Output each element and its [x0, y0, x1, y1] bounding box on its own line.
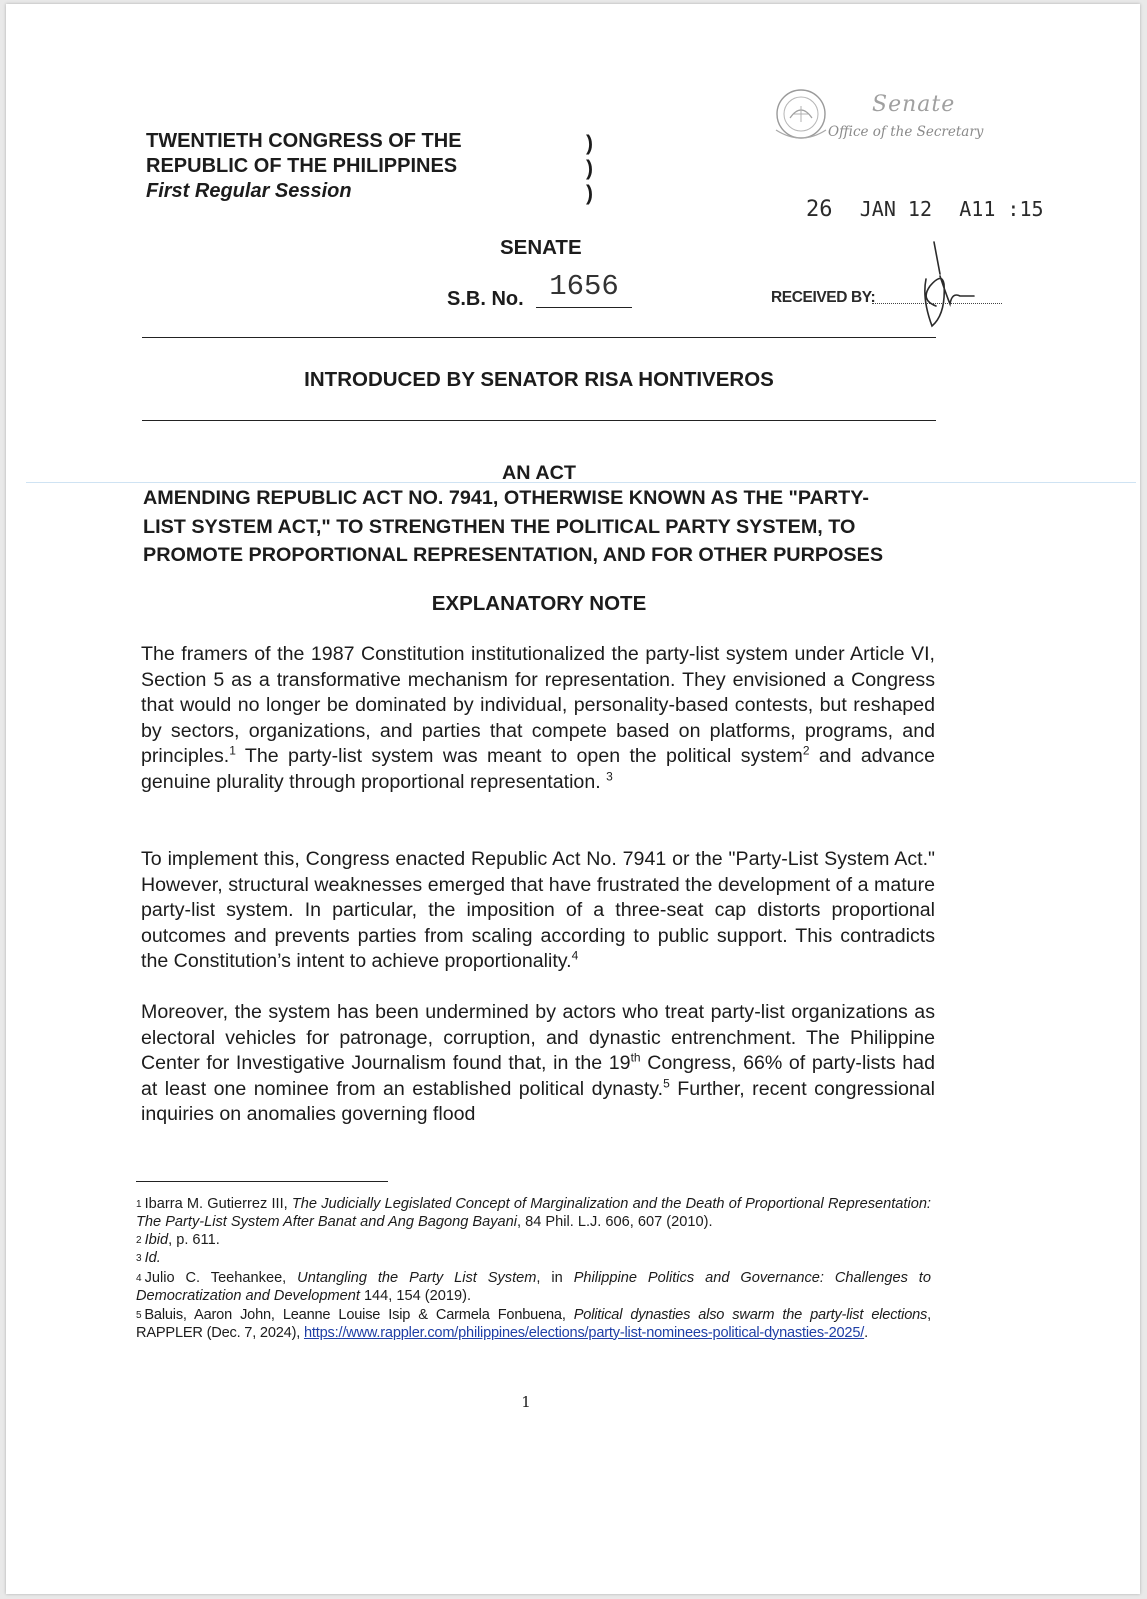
act-heading: AN ACT: [502, 462, 576, 484]
footnote-3: [136, 1250, 931, 1268]
footnote-ref-5: 5: [663, 1075, 670, 1090]
footnote-ref-3: 3: [606, 768, 613, 783]
header-session: First Regular Session: [146, 180, 352, 202]
sb-label: S.B. No.: [447, 288, 524, 310]
paren-1: ): [586, 132, 593, 155]
paragraph-1: [141, 642, 935, 795]
chamber-label: SENATE: [500, 236, 582, 259]
footnote-5-period: .: [864, 1324, 868, 1341]
sb-number-underline: [536, 307, 632, 308]
bottom-divider: [142, 420, 936, 421]
footnote-4-number: 4: [136, 1273, 142, 1284]
footnote-1-title: The Judicially Legislated Concept of Marginalization and the Death of Proportional Representation: The Party-List System After Banat and Ang Bagong Bayani: [136, 1196, 931, 1230]
footnote-4-author: Julio C. Teehankee,: [144, 1270, 298, 1286]
footnote-separator: [136, 1181, 388, 1182]
footnote-1-number: 1: [136, 1199, 142, 1210]
header-line-1: TWENTIETH CONGRESS OF THE: [146, 130, 462, 152]
ordinal-suffix: th: [630, 1050, 641, 1065]
act-title-line-2: LIST SYSTEM ACT," TO STRENGTHEN THE POLITICAL PARTY SYSTEM, TO: [143, 515, 856, 538]
footnote-4: [136, 1270, 931, 1305]
footnote-3-id: Id.: [144, 1250, 161, 1266]
paragraph-3-text-b: Congress, 66% of party-lists had at least one nominee from an established political dynasty.: [141, 1052, 935, 1100]
stamp-date: [806, 197, 1044, 222]
stamp-date-day: 26: [806, 197, 833, 222]
footnote-3-number: 3: [136, 1253, 142, 1264]
paragraph-1-text-a: The framers of the 1987 Constitution institutionalized the party-list system under Article VI, Section 5 as a transformative mechanism for representation. They envisioned a Congress that would no longer be dominated by individual, personality-based contests, but reshaped by sectors, organizations, and parties that compete based on platforms, programs, and principles.: [141, 643, 935, 767]
sb-number: 1656: [549, 270, 619, 303]
introduced-by: INTRODUCED BY SENATOR RISA HONTIVEROS: [304, 368, 774, 391]
footnote-5-source: , RAPPLER (Dec. 7, 2024),: [136, 1307, 931, 1341]
footnote-5-number: 5: [136, 1310, 142, 1321]
footnote-4-in: , in: [536, 1270, 574, 1286]
act-title: [143, 484, 943, 570]
top-divider: [142, 337, 936, 338]
paragraph-1-text-b: The party-list system was meant to open the political system: [235, 745, 803, 767]
header-parens: [586, 131, 593, 206]
act-title-line-1: AMENDING REPUBLIC ACT NO. 7941, OTHERWISE KNOWN AS THE "PARTY-: [143, 487, 869, 509]
paragraph-3: [141, 1000, 935, 1128]
paragraph-3-text-c: Further, recent congressional inquiries on anomalies governing flood: [141, 1077, 935, 1125]
stamp-office-title: Senate: [872, 92, 956, 117]
paren-2: ): [586, 157, 593, 180]
footnote-5-link[interactable]: https://www.rappler.com/philippines/elections/party-list-nominees-political-dynasties-2025/: [303, 1324, 865, 1341]
explanatory-note-heading: EXPLANATORY NOTE: [431, 592, 647, 615]
stamp-office-sub: Office of the Secretary: [828, 124, 984, 140]
paragraph-2: [141, 847, 935, 975]
footnote-ref-1: 1: [229, 743, 236, 758]
footnote-4-title: Untangling the Party List System: [297, 1270, 537, 1286]
act-title-line-3: PROMOTE PROPORTIONAL REPRESENTATION, AND FOR OTHER PURPOSES: [143, 544, 884, 566]
footnote-5-title: Political dynasties also swarm the party-list elections: [573, 1307, 928, 1323]
paragraph-2-text: To implement this, Congress enacted Republic Act No. 7941 or the "Party-List System Act." However, structural weaknesses emerged that have frustrated the development of a mature party-list system. In particular, the imposition of a three-seat cap distorts proportional outcomes and prevents parties from scaling according to public support. This contradicts the Constitution’s intent to achieve proportionality.: [141, 848, 935, 972]
footnote-5: [136, 1307, 931, 1342]
received-by-label: RECEIVED BY:: [771, 289, 876, 306]
header-line-2: REPUBLIC OF THE PHILIPPINES: [146, 155, 458, 177]
footnote-4-citation: 144, 154 (2019).: [359, 1287, 472, 1304]
footnote-1-citation: , 84 Phil. L.J. 606, 607 (2010).: [517, 1213, 713, 1230]
received-signature-icon: [906, 234, 976, 334]
page-number: 1: [521, 1393, 531, 1411]
footnote-1: [136, 1196, 931, 1231]
senate-seal-icon: [768, 84, 834, 148]
congress-header: [146, 129, 462, 204]
footnote-4-book: Philippine Politics and Governance: Challenges to Democratization and Development: [136, 1270, 931, 1304]
paren-3: ): [586, 182, 593, 205]
stamp-date-time: A11 :15: [959, 197, 1044, 221]
paragraph-1-text-c: and advance genuine plurality through proportional representation.: [141, 745, 935, 793]
footnote-2-page: , p. 611.: [168, 1232, 220, 1248]
footnote-2-ibid: Ibid: [144, 1232, 169, 1248]
footnote-ref-4: 4: [571, 948, 579, 963]
footnote-2-number: 2: [136, 1235, 142, 1246]
footnote-5-authors: Baluis, Aaron John, Leanne Louise Isip & Carmela Fonbuena,: [144, 1307, 574, 1323]
paragraph-3-text-a: Moreover, the system has been undermined by actors who treat party-list organizations as electoral vehicles for patronage, corruption, and dynastic entrenchment. The Philippine Center for Investigative Journalism found that, in the 19: [141, 1001, 935, 1074]
footnote-2: [136, 1232, 931, 1250]
footnote-1-author: Ibarra M. Gutierrez III,: [144, 1196, 292, 1212]
document-page: [6, 4, 1140, 1594]
footnote-ref-2: 2: [802, 743, 810, 758]
stamp-date-month: JAN 12: [859, 197, 932, 221]
